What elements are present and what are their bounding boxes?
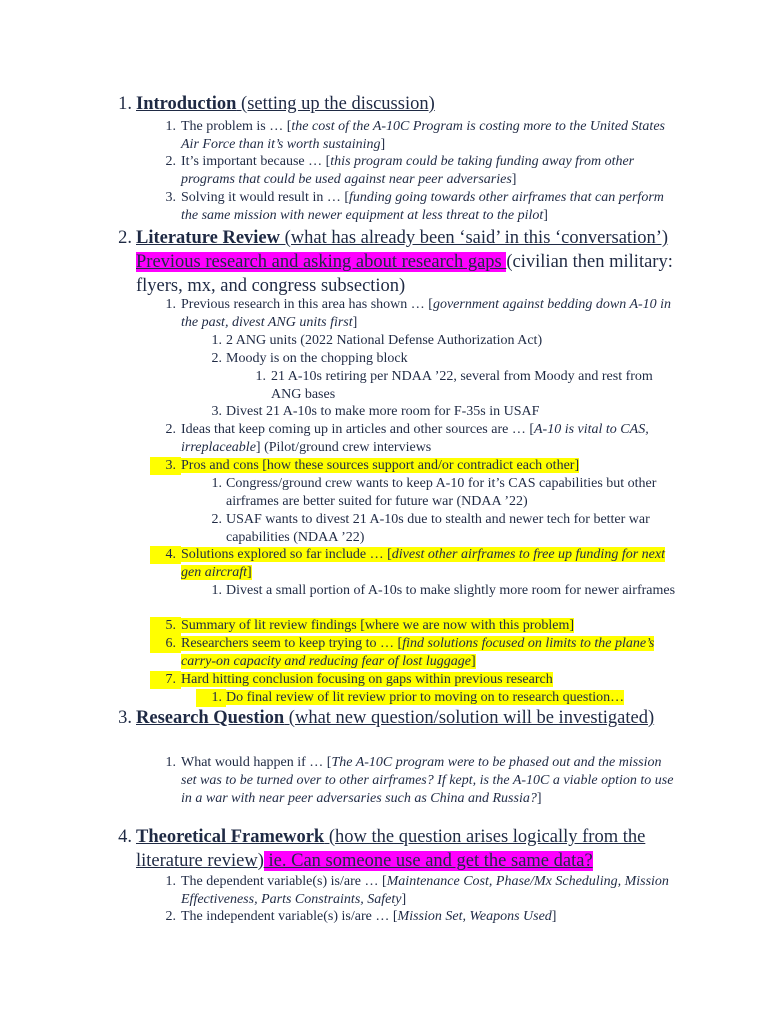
section-title: Research Question [136,708,285,728]
list-number: 3. [118,708,132,728]
list-item: 2. It’s important because … [this program could be taking funding away from other programs that could be used against near peer adversaries] [165,154,635,187]
section-subtitle: (what has already been ‘said’ in this ‘conversation’) [280,228,669,248]
list-number: 2. [118,228,132,248]
section-title: Literature Review [136,228,281,248]
list-item: 1. Do final review of lit review prior to moving on to research question… [196,689,676,707]
list-item: 1. 21 A-10s retiring per NDAA ’22, several from Moody and rest from ANG bases [255,369,653,402]
section-literature-review [104,226,674,298]
section-theoretical-framework [104,825,674,873]
list-item: 1. 2 ANG units (2022 National Defense Authorization Act) [211,333,543,348]
list-item: 6. Researchers seem to keep trying to … [find solutions focused on limits to the plane’s carry-on capacity and reducing fear of lost luggage] [150,635,676,671]
list-item: 1. The problem is … [the cost of the A-10C Program is costing more to the United States Air Force than it’s worth sustaining] [165,119,665,152]
list-item: 3. Solving it would result in … [funding going towards other airframes that can perform the same mission with newer equipment at less threat to the pilot] [165,190,664,223]
section-subtitle: (how the question arises logically from the literature review) [136,827,646,871]
list-item: 1. What would happen if … [The A-10C program were to be phased out and the mission set was to be turned over to other airframes? If kept, is the A-10C a viable option to use in a war with near peer adversaries such as China and Russia?] [165,755,674,806]
highlighted-note: Previous research and asking about research gaps [136,252,507,272]
section-subtitle: (what new question/solution will be investigated) [284,708,655,728]
list-number: 4. [118,827,132,847]
list-item: 7. Hard hitting conclusion focusing on gaps within previous research [150,671,676,689]
list-item: 1. Congress/ground crew wants to keep A-10 for it’s CAS capabilities but other airframes are better suited for future war (NDAA ’22) [211,476,657,509]
section-title: Theoretical Framework [136,827,325,847]
list-item: 1. Divest a small portion of A-10s to make slightly more room for newer airframes [211,583,676,598]
list-item: 2. USAF wants to divest 21 A-10s due to stealth and newer tech for better war capabilities (NDAA ’22) [211,512,650,545]
list-item: 2. Ideas that keep coming up in articles and other sources are … [A-10 is vital to CAS, irreplaceable] (Pilot/ground crew interviews [165,422,649,455]
list-item: 3. Divest 21 A-10s to make more room for F-35s in USAF [211,404,540,419]
list-item: 2. Moody is on the chopping block [211,351,408,366]
section-introduction [104,92,674,116]
list-item: 4. Solutions explored so far include … [divest other airframes to free up funding for next gen aircraft] [150,546,676,582]
list-item: 1. The dependent variable(s) is/are … [Maintenance Cost, Phase/Mx Scheduling, Mission Effectiveness, Parts Constraints, Safety] [165,874,669,907]
highlighted-note: ie. Can someone use and get the same data? [263,851,593,871]
list-item: 1. Previous research in this area has shown … [government against bedding down A-10 in the past, divest ANG units first] [165,297,672,330]
list-number: 1. [118,94,132,114]
section-note: (civilian then military: flyers, mx, and congress subsection) [136,252,673,296]
list-item: 2. The independent variable(s) is/are … [Mission Set, Weapons Used] [165,909,557,924]
list-item: 5. Summary of lit review findings [where we are now with this problem] [150,617,676,635]
section-title: Introduction [136,94,237,114]
list-item: 3. Pros and cons [how these sources support and/or contradict each other] [150,457,676,475]
section-subtitle: (setting up the discussion) [236,94,435,114]
section-research-question [104,706,674,730]
